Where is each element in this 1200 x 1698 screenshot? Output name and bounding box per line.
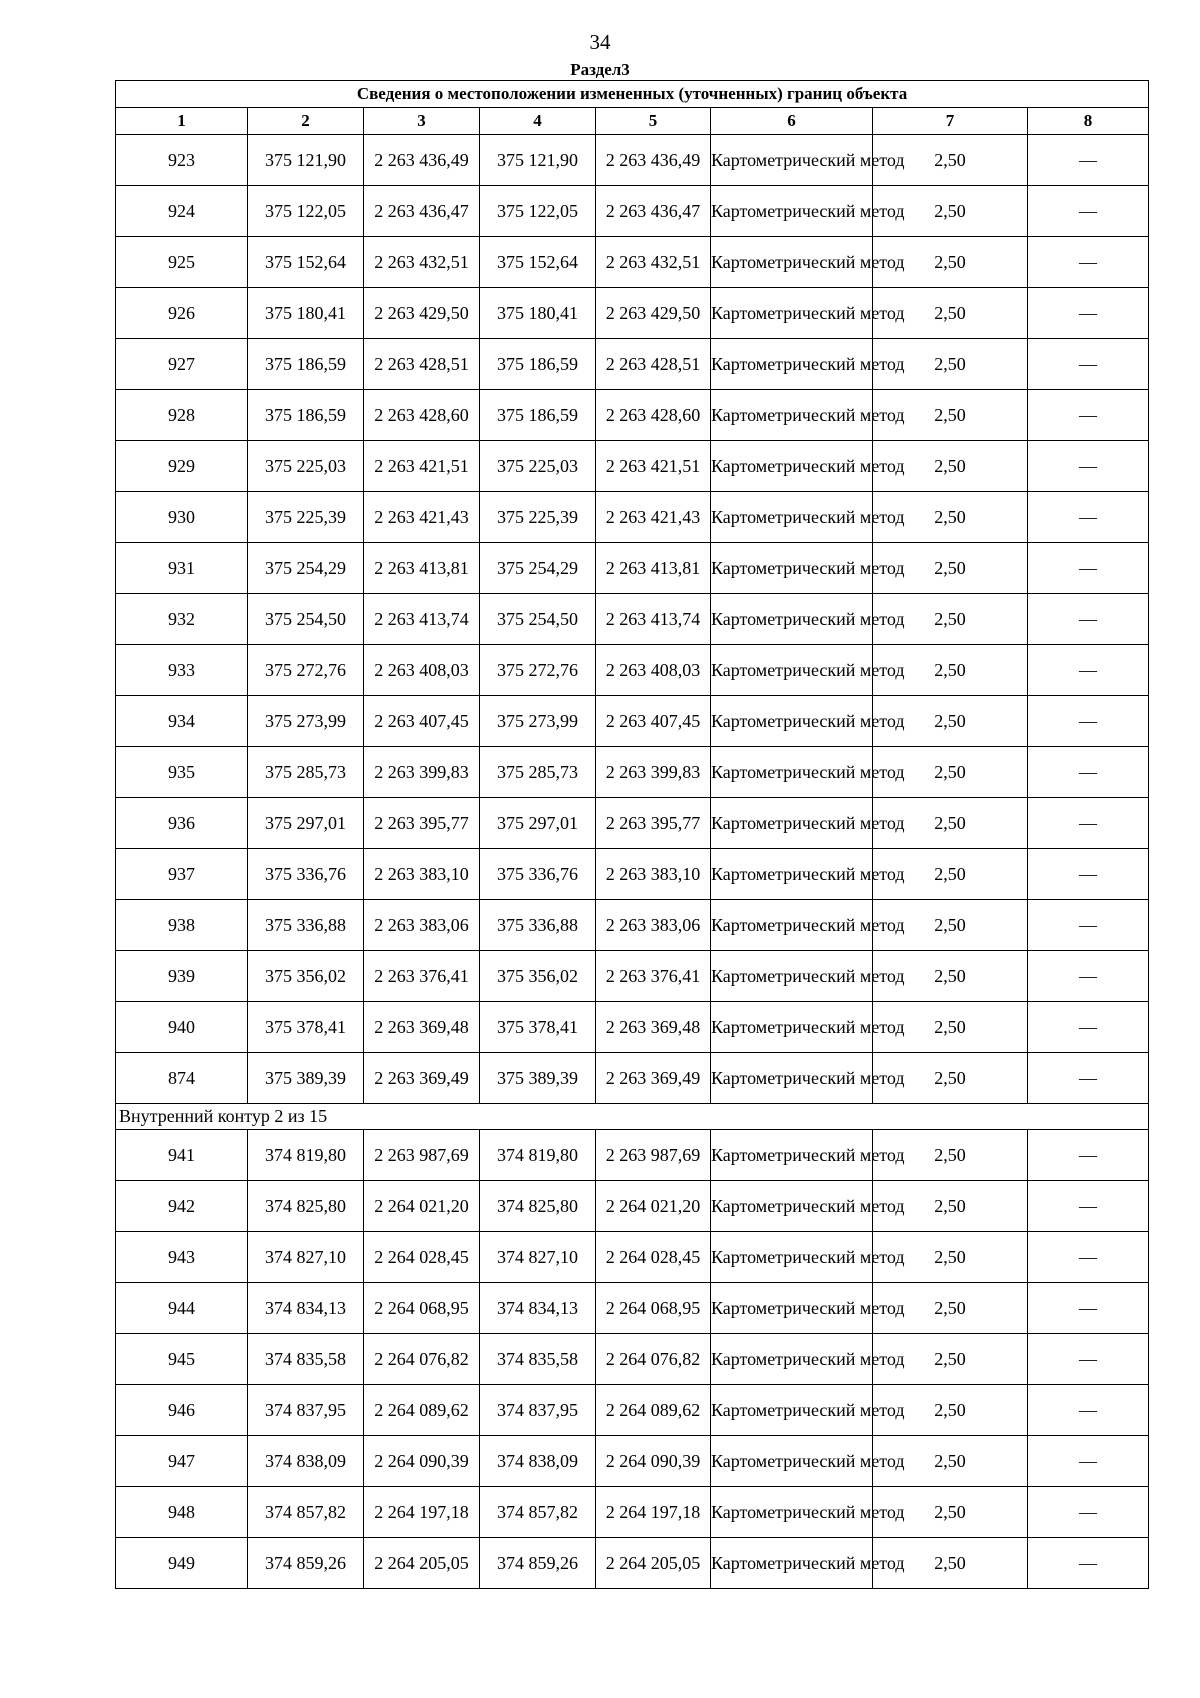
column-header: 7 (873, 108, 1028, 135)
y-new-cell: 2 263 369,48 (596, 1002, 711, 1053)
table-row (116, 696, 1149, 747)
x-new-cell: 375 186,59 (480, 390, 596, 441)
method-cell: Картометрический метод (711, 390, 873, 441)
x-new-cell: 374 835,58 (480, 1334, 596, 1385)
x-old-cell: 374 838,09 (248, 1436, 364, 1487)
y-old-cell: 2 263 413,81 (364, 543, 480, 594)
y-old-cell: 2 263 413,74 (364, 594, 480, 645)
point-number-cell: 938 (116, 900, 248, 951)
point-number-cell: 926 (116, 288, 248, 339)
description-cell: — (1028, 696, 1149, 747)
point-number-cell: 937 (116, 849, 248, 900)
method-cell: Картометрический метод (711, 1002, 873, 1053)
y-new-cell: 2 264 028,45 (596, 1232, 711, 1283)
point-number-cell: 941 (116, 1130, 248, 1181)
y-old-cell: 2 263 407,45 (364, 696, 480, 747)
x-old-cell: 375 225,39 (248, 492, 364, 543)
x-new-cell: 374 838,09 (480, 1436, 596, 1487)
accuracy-cell: 2,50 (873, 441, 1028, 492)
table-row (116, 390, 1149, 441)
accuracy-cell: 2,50 (873, 1053, 1028, 1104)
table-caption: Сведения о местоположении измененных (уточненных) границ объекта (116, 81, 1149, 108)
table-row (116, 900, 1149, 951)
point-number-cell: 943 (116, 1232, 248, 1283)
table-row (116, 798, 1149, 849)
accuracy-cell: 2,50 (873, 1538, 1028, 1589)
method-cell: Картометрический метод (711, 1487, 873, 1538)
table-row (116, 951, 1149, 1002)
column-header: 6 (711, 108, 873, 135)
description-cell: — (1028, 543, 1149, 594)
y-old-cell: 2 263 376,41 (364, 951, 480, 1002)
description-cell: — (1028, 186, 1149, 237)
table-row (116, 1002, 1149, 1053)
x-new-cell: 375 152,64 (480, 237, 596, 288)
point-number-cell: 942 (116, 1181, 248, 1232)
y-new-cell: 2 263 408,03 (596, 645, 711, 696)
description-cell: — (1028, 594, 1149, 645)
x-old-cell: 375 273,99 (248, 696, 364, 747)
y-old-cell: 2 263 428,51 (364, 339, 480, 390)
accuracy-cell: 2,50 (873, 390, 1028, 441)
accuracy-cell: 2,50 (873, 1283, 1028, 1334)
method-cell: Картометрический метод (711, 798, 873, 849)
method-cell: Картометрический метод (711, 1130, 873, 1181)
y-new-cell: 2 263 395,77 (596, 798, 711, 849)
description-cell: — (1028, 849, 1149, 900)
y-old-cell: 2 264 089,62 (364, 1385, 480, 1436)
y-new-cell: 2 263 399,83 (596, 747, 711, 798)
accuracy-cell: 2,50 (873, 951, 1028, 1002)
description-cell: — (1028, 237, 1149, 288)
x-new-cell: 375 389,39 (480, 1053, 596, 1104)
x-new-cell: 375 378,41 (480, 1002, 596, 1053)
x-old-cell: 374 835,58 (248, 1334, 364, 1385)
method-cell: Картометрический метод (711, 1053, 873, 1104)
x-new-cell: 374 825,80 (480, 1181, 596, 1232)
description-cell: — (1028, 339, 1149, 390)
point-number-cell: 947 (116, 1436, 248, 1487)
table-row (116, 186, 1149, 237)
y-new-cell: 2 263 428,60 (596, 390, 711, 441)
y-new-cell: 2 263 987,69 (596, 1130, 711, 1181)
point-number-cell: 928 (116, 390, 248, 441)
description-cell: — (1028, 951, 1149, 1002)
x-old-cell: 374 837,95 (248, 1385, 364, 1436)
y-new-cell: 2 264 089,62 (596, 1385, 711, 1436)
point-number-cell: 948 (116, 1487, 248, 1538)
x-new-cell: 375 121,90 (480, 135, 596, 186)
accuracy-cell: 2,50 (873, 645, 1028, 696)
y-old-cell: 2 263 436,49 (364, 135, 480, 186)
point-number-cell: 927 (116, 339, 248, 390)
x-old-cell: 375 225,03 (248, 441, 364, 492)
method-cell: Картометрический метод (711, 1181, 873, 1232)
y-old-cell: 2 264 028,45 (364, 1232, 480, 1283)
accuracy-cell: 2,50 (873, 288, 1028, 339)
y-new-cell: 2 263 428,51 (596, 339, 711, 390)
description-cell: — (1028, 900, 1149, 951)
accuracy-cell: 2,50 (873, 1002, 1028, 1053)
description-cell: — (1028, 492, 1149, 543)
description-cell: — (1028, 1002, 1149, 1053)
x-old-cell: 375 389,39 (248, 1053, 364, 1104)
y-old-cell: 2 263 432,51 (364, 237, 480, 288)
y-new-cell: 2 264 197,18 (596, 1487, 711, 1538)
x-new-cell: 375 186,59 (480, 339, 596, 390)
x-old-cell: 375 336,88 (248, 900, 364, 951)
section-title: Раздел3 (570, 60, 630, 79)
method-cell: Картометрический метод (711, 645, 873, 696)
description-cell: — (1028, 288, 1149, 339)
x-old-cell: 374 834,13 (248, 1283, 364, 1334)
x-old-cell: 374 827,10 (248, 1232, 364, 1283)
method-cell: Картометрический метод (711, 186, 873, 237)
table-row (116, 1538, 1149, 1589)
x-old-cell: 375 378,41 (248, 1002, 364, 1053)
method-cell: Картометрический метод (711, 1232, 873, 1283)
x-old-cell: 374 857,82 (248, 1487, 364, 1538)
y-old-cell: 2 263 429,50 (364, 288, 480, 339)
table-row (116, 1232, 1149, 1283)
accuracy-cell: 2,50 (873, 900, 1028, 951)
method-cell: Картометрический метод (711, 849, 873, 900)
accuracy-cell: 2,50 (873, 1436, 1028, 1487)
x-new-cell: 375 180,41 (480, 288, 596, 339)
point-number-cell: 939 (116, 951, 248, 1002)
method-cell: Картометрический метод (711, 1334, 873, 1385)
x-new-cell: 375 273,99 (480, 696, 596, 747)
x-new-cell: 375 254,50 (480, 594, 596, 645)
point-number-cell: 933 (116, 645, 248, 696)
y-new-cell: 2 263 421,43 (596, 492, 711, 543)
accuracy-cell: 2,50 (873, 696, 1028, 747)
x-new-cell: 375 285,73 (480, 747, 596, 798)
x-old-cell: 375 297,01 (248, 798, 364, 849)
description-cell: — (1028, 1130, 1149, 1181)
x-old-cell: 375 152,64 (248, 237, 364, 288)
point-number-cell: 924 (116, 186, 248, 237)
y-old-cell: 2 263 383,10 (364, 849, 480, 900)
y-new-cell: 2 263 383,06 (596, 900, 711, 951)
y-old-cell: 2 263 987,69 (364, 1130, 480, 1181)
y-new-cell: 2 264 090,39 (596, 1436, 711, 1487)
method-cell: Картометрический метод (711, 696, 873, 747)
table-row (116, 339, 1149, 390)
x-new-cell: 374 827,10 (480, 1232, 596, 1283)
accuracy-cell: 2,50 (873, 1334, 1028, 1385)
point-number-cell: 945 (116, 1334, 248, 1385)
y-old-cell: 2 264 205,05 (364, 1538, 480, 1589)
point-number-cell: 923 (116, 135, 248, 186)
x-new-cell: 375 336,76 (480, 849, 596, 900)
table-row (116, 645, 1149, 696)
y-new-cell: 2 264 205,05 (596, 1538, 711, 1589)
contour-subheader-row (116, 1104, 1149, 1130)
point-number-cell: 929 (116, 441, 248, 492)
x-old-cell: 375 285,73 (248, 747, 364, 798)
y-new-cell: 2 263 436,47 (596, 186, 711, 237)
table-row (116, 492, 1149, 543)
x-old-cell: 374 819,80 (248, 1130, 364, 1181)
accuracy-cell: 2,50 (873, 492, 1028, 543)
point-number-cell: 946 (116, 1385, 248, 1436)
method-cell: Картометрический метод (711, 594, 873, 645)
method-cell: Картометрический метод (711, 492, 873, 543)
point-number-cell: 931 (116, 543, 248, 594)
description-cell: — (1028, 390, 1149, 441)
column-header: 4 (480, 108, 596, 135)
method-cell: Картометрический метод (711, 543, 873, 594)
point-number-cell: 936 (116, 798, 248, 849)
accuracy-cell: 2,50 (873, 1130, 1028, 1181)
table-row (116, 747, 1149, 798)
y-old-cell: 2 263 408,03 (364, 645, 480, 696)
x-new-cell: 375 225,39 (480, 492, 596, 543)
y-new-cell: 2 263 369,49 (596, 1053, 711, 1104)
table-caption-row (116, 81, 1149, 108)
point-number-cell: 930 (116, 492, 248, 543)
y-new-cell: 2 263 436,49 (596, 135, 711, 186)
description-cell: — (1028, 1385, 1149, 1436)
x-old-cell: 375 186,59 (248, 339, 364, 390)
point-number-cell: 949 (116, 1538, 248, 1589)
y-old-cell: 2 263 399,83 (364, 747, 480, 798)
x-new-cell: 375 272,76 (480, 645, 596, 696)
point-number-cell: 935 (116, 747, 248, 798)
x-old-cell: 375 254,29 (248, 543, 364, 594)
table-row (116, 441, 1149, 492)
x-new-cell: 374 834,13 (480, 1283, 596, 1334)
y-old-cell: 2 263 436,47 (364, 186, 480, 237)
y-new-cell: 2 263 432,51 (596, 237, 711, 288)
table-row (116, 543, 1149, 594)
table-row (116, 594, 1149, 645)
method-cell: Картометрический метод (711, 1385, 873, 1436)
x-new-cell: 374 859,26 (480, 1538, 596, 1589)
point-number-cell: 932 (116, 594, 248, 645)
description-cell: — (1028, 1232, 1149, 1283)
y-old-cell: 2 264 076,82 (364, 1334, 480, 1385)
x-old-cell: 375 272,76 (248, 645, 364, 696)
accuracy-cell: 2,50 (873, 186, 1028, 237)
y-new-cell: 2 264 021,20 (596, 1181, 711, 1232)
column-header: 5 (596, 108, 711, 135)
table-row (116, 288, 1149, 339)
method-cell: Картометрический метод (711, 237, 873, 288)
table-row (116, 1283, 1149, 1334)
description-cell: — (1028, 645, 1149, 696)
table-row (116, 1053, 1149, 1104)
x-old-cell: 375 336,76 (248, 849, 364, 900)
y-new-cell: 2 263 429,50 (596, 288, 711, 339)
page-number: 34 (589, 30, 611, 54)
accuracy-cell: 2,50 (873, 237, 1028, 288)
accuracy-cell: 2,50 (873, 1232, 1028, 1283)
y-old-cell: 2 264 068,95 (364, 1283, 480, 1334)
table-row (116, 1130, 1149, 1181)
x-new-cell: 374 837,95 (480, 1385, 596, 1436)
y-new-cell: 2 263 407,45 (596, 696, 711, 747)
x-old-cell: 375 122,05 (248, 186, 364, 237)
column-header: 2 (248, 108, 364, 135)
y-new-cell: 2 263 421,51 (596, 441, 711, 492)
x-old-cell: 374 859,26 (248, 1538, 364, 1589)
accuracy-cell: 2,50 (873, 1385, 1028, 1436)
y-new-cell: 2 264 076,82 (596, 1334, 711, 1385)
x-old-cell: 374 825,80 (248, 1181, 364, 1232)
x-old-cell: 375 356,02 (248, 951, 364, 1002)
accuracy-cell: 2,50 (873, 747, 1028, 798)
accuracy-cell: 2,50 (873, 1181, 1028, 1232)
description-cell: — (1028, 747, 1149, 798)
accuracy-cell: 2,50 (873, 849, 1028, 900)
point-number-cell: 874 (116, 1053, 248, 1104)
y-new-cell: 2 263 383,10 (596, 849, 711, 900)
y-new-cell: 2 264 068,95 (596, 1283, 711, 1334)
description-cell: — (1028, 1538, 1149, 1589)
x-new-cell: 375 254,29 (480, 543, 596, 594)
y-new-cell: 2 263 376,41 (596, 951, 711, 1002)
table-row (116, 1436, 1149, 1487)
table-row (116, 1181, 1149, 1232)
method-cell: Картометрический метод (711, 747, 873, 798)
method-cell: Картометрический метод (711, 339, 873, 390)
table-row (116, 1385, 1149, 1436)
y-old-cell: 2 263 383,06 (364, 900, 480, 951)
y-old-cell: 2 264 197,18 (364, 1487, 480, 1538)
y-old-cell: 2 263 369,49 (364, 1053, 480, 1104)
y-old-cell: 2 264 090,39 (364, 1436, 480, 1487)
description-cell: — (1028, 1181, 1149, 1232)
accuracy-cell: 2,50 (873, 135, 1028, 186)
table-row (116, 1487, 1149, 1538)
y-old-cell: 2 264 021,20 (364, 1181, 480, 1232)
method-cell: Картометрический метод (711, 1436, 873, 1487)
x-old-cell: 375 180,41 (248, 288, 364, 339)
x-old-cell: 375 121,90 (248, 135, 364, 186)
description-cell: — (1028, 1334, 1149, 1385)
table-header-row (116, 108, 1149, 135)
accuracy-cell: 2,50 (873, 543, 1028, 594)
x-new-cell: 374 819,80 (480, 1130, 596, 1181)
y-old-cell: 2 263 421,51 (364, 441, 480, 492)
method-cell: Картометрический метод (711, 1538, 873, 1589)
x-old-cell: 375 186,59 (248, 390, 364, 441)
y-new-cell: 2 263 413,74 (596, 594, 711, 645)
contour-subheader: Внутренний контур 2 из 15 (116, 1104, 1149, 1130)
coordinates-table (115, 80, 1149, 1589)
method-cell: Картометрический метод (711, 441, 873, 492)
y-old-cell: 2 263 395,77 (364, 798, 480, 849)
table-row (116, 135, 1149, 186)
description-cell: — (1028, 1283, 1149, 1334)
description-cell: — (1028, 1053, 1149, 1104)
x-new-cell: 375 336,88 (480, 900, 596, 951)
x-new-cell: 375 356,02 (480, 951, 596, 1002)
method-cell: Картометрический метод (711, 900, 873, 951)
table-row (116, 237, 1149, 288)
description-cell: — (1028, 441, 1149, 492)
point-number-cell: 934 (116, 696, 248, 747)
y-old-cell: 2 263 421,43 (364, 492, 480, 543)
x-new-cell: 375 225,03 (480, 441, 596, 492)
description-cell: — (1028, 1487, 1149, 1538)
x-old-cell: 375 254,50 (248, 594, 364, 645)
accuracy-cell: 2,50 (873, 798, 1028, 849)
accuracy-cell: 2,50 (873, 594, 1028, 645)
description-cell: — (1028, 798, 1149, 849)
x-new-cell: 374 857,82 (480, 1487, 596, 1538)
description-cell: — (1028, 135, 1149, 186)
table-row (116, 1334, 1149, 1385)
column-header: 8 (1028, 108, 1149, 135)
table-row (116, 849, 1149, 900)
column-header: 3 (364, 108, 480, 135)
column-header: 1 (116, 108, 248, 135)
description-cell: — (1028, 1436, 1149, 1487)
method-cell: Картометрический метод (711, 1283, 873, 1334)
x-new-cell: 375 297,01 (480, 798, 596, 849)
point-number-cell: 925 (116, 237, 248, 288)
method-cell: Картометрический метод (711, 951, 873, 1002)
point-number-cell: 944 (116, 1283, 248, 1334)
y-old-cell: 2 263 428,60 (364, 390, 480, 441)
y-old-cell: 2 263 369,48 (364, 1002, 480, 1053)
accuracy-cell: 2,50 (873, 339, 1028, 390)
accuracy-cell: 2,50 (873, 1487, 1028, 1538)
y-new-cell: 2 263 413,81 (596, 543, 711, 594)
method-cell: Картометрический метод (711, 288, 873, 339)
point-number-cell: 940 (116, 1002, 248, 1053)
method-cell: Картометрический метод (711, 135, 873, 186)
x-new-cell: 375 122,05 (480, 186, 596, 237)
